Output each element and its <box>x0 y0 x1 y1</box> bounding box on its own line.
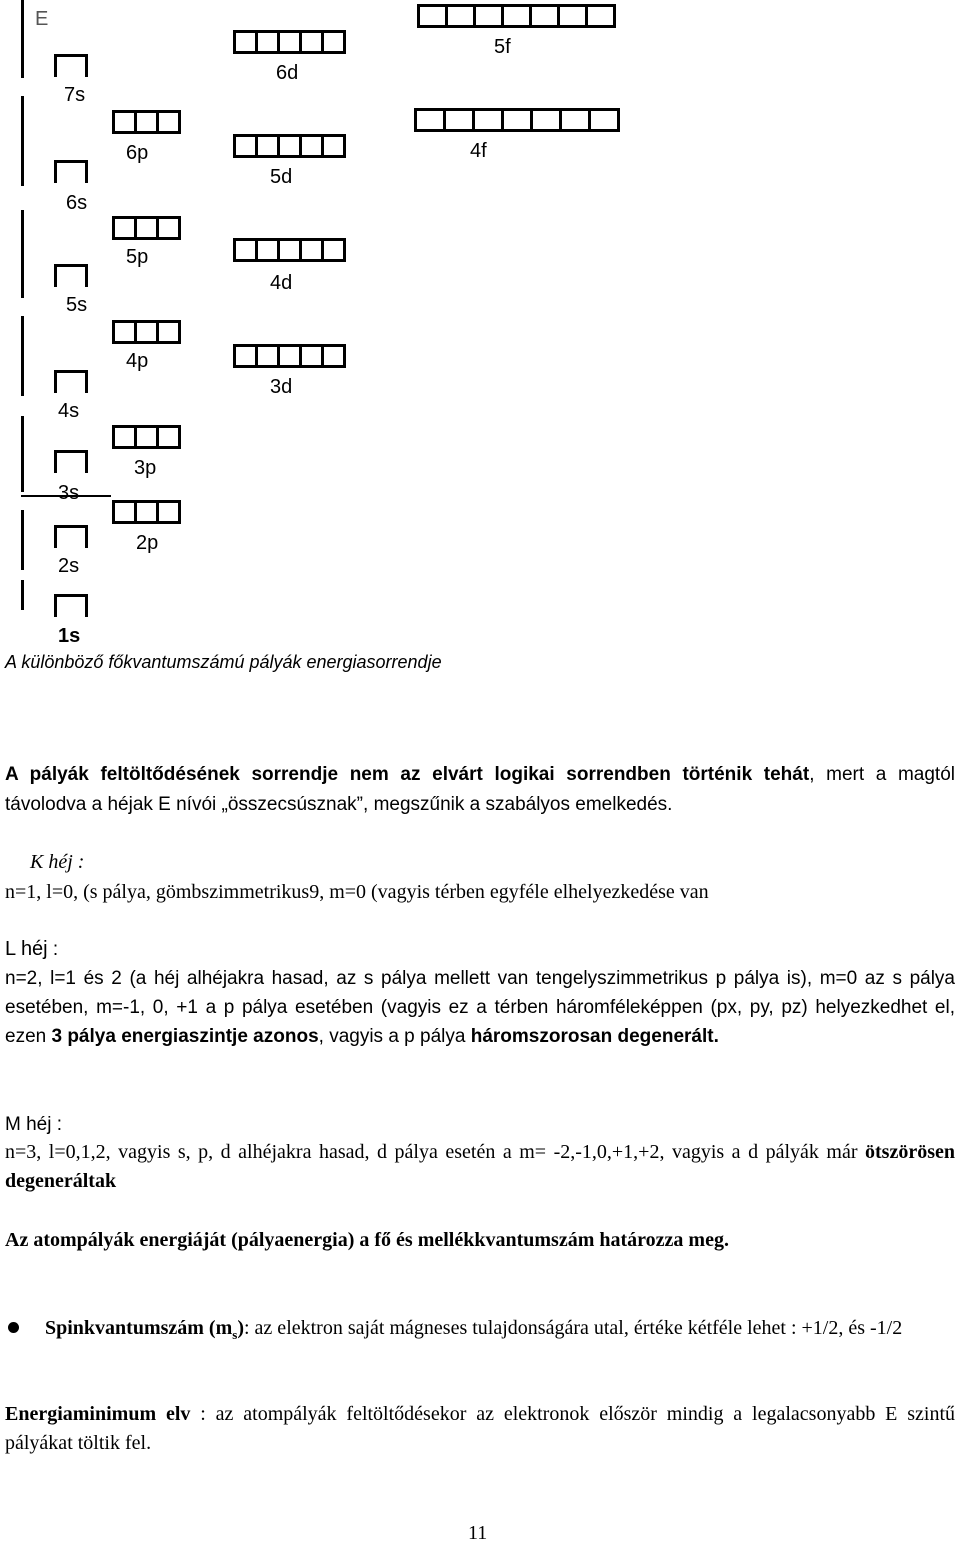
energy-axis-seg <box>21 96 24 186</box>
l-shell-text-1: n=2, l=1 és 2 (a héj alhéjakra hasad, az s pálya mellett van tengelyszimmetrikus p pálya is), m=0 az s pálya esetében, m=-1, 0, +1 a p pálya esetében (vagyis ez a térben háromféleképpen (px, py, pz) helyezkedhet el, ezen <box>5 968 955 1047</box>
energy-axis-seg <box>21 316 24 396</box>
spin-sub: s <box>232 1327 238 1342</box>
m-shell-text: n=3, l=0,1,2, vagyis s, p, d alhéjakra hasad, d pálya esetén a m= -2,-1,0,+1,+2, vagyis a d pályák már <box>5 1141 866 1163</box>
orbital-3p-label: 3p <box>134 457 157 479</box>
energy-axis-label: E <box>35 8 49 30</box>
atom-energy-bold: Az atompályák energiáját (pályaenergia) a fő és mellékkvantumszám határozza meg. <box>5 1229 729 1251</box>
energy-minimum-rest: : az atompályák feltöltődésekor az elektronok először mindig a legalacsonyabb E szintű pályákat töltik fel. <box>5 1403 956 1454</box>
orbital-4s-box <box>54 370 88 393</box>
orbital-5d-label: 5d <box>270 166 293 188</box>
energy-axis-seg <box>21 210 24 298</box>
orbital-6p-boxes <box>112 110 181 134</box>
energy-minimum-paragraph <box>5 1400 955 1458</box>
intro-bold: A pályák feltöltődésének sorrendje nem az elvárt logikai sorrendben történik tehát <box>5 764 810 785</box>
k-shell-title <box>30 848 330 877</box>
orbital-5p-boxes <box>112 216 181 240</box>
orbital-6s-label: 6s <box>66 192 88 214</box>
orbital-4p-label: 4p <box>126 350 149 372</box>
orbital-2p-label: 2p <box>136 532 159 554</box>
l-shell-bold-2: háromszorosan degenerált. <box>470 1026 719 1047</box>
l-shell-text-2: , vagyis a p pálya <box>318 1026 471 1047</box>
spin-bold-text: Spinkvantumszám (m <box>45 1317 233 1339</box>
orbital-4d-boxes <box>233 238 346 262</box>
orbital-4d-label: 4d <box>270 272 293 294</box>
orbital-4f-label: 4f <box>470 140 487 162</box>
energy-axis-seg <box>21 580 24 610</box>
orbital-6d-label: 6d <box>276 62 299 84</box>
m-shell-body <box>5 1138 955 1196</box>
orbital-3p-boxes <box>112 425 181 449</box>
m-shell-bold: ötszörösen degeneráltak <box>5 1141 955 1192</box>
orbital-3d-boxes <box>233 344 346 368</box>
l-shell-body <box>5 964 955 1051</box>
orbital-5s-box <box>54 264 88 287</box>
intro-rest: , mert a magtól távolodva a héjak E nívói „összecsúsznak”, megszűnik a szabályos emelkedés. <box>5 764 955 815</box>
l-shell-title-text: L héj <box>5 938 48 960</box>
atom-energy-statement <box>5 1226 955 1255</box>
l-shell-bold-1: 3 pálya energiaszintje azonos <box>51 1026 319 1047</box>
orbital-4s-label: 4s <box>58 400 80 422</box>
orbital-6p-label: 6p <box>126 142 149 164</box>
spin-bold-end: ) <box>237 1317 244 1339</box>
energy-minimum-bold: Energiaminimum elv <box>5 1403 191 1425</box>
orbital-6s-box <box>54 160 88 183</box>
m-shell-colon: : <box>51 1114 63 1135</box>
orbital-3s-box <box>54 450 88 473</box>
l-shell-colon: : <box>47 939 59 960</box>
orbital-5d-boxes <box>233 134 346 158</box>
diagram-caption: A különböző főkvantumszámú pályák energiasorrendje <box>5 652 442 672</box>
m-shell-title-text: M héj <box>5 1114 52 1135</box>
orbital-2p-boxes <box>112 500 181 524</box>
energy-axis-seg <box>21 416 24 492</box>
orbital-4f-boxes <box>414 108 620 132</box>
orbital-3s-label: 3s <box>58 482 80 504</box>
orbital-7s-label: 7s <box>64 84 86 106</box>
m-shell-title <box>5 1110 305 1139</box>
orbital-3d-label: 3d <box>270 376 293 398</box>
orbital-7s-box <box>54 54 88 77</box>
orbital-1s-box <box>54 594 88 617</box>
orbital-4p-boxes <box>112 320 181 344</box>
spin-bold <box>45 1317 244 1342</box>
orbital-5p-label: 5p <box>126 246 149 268</box>
k-shell-title-text: K héj : <box>30 851 85 873</box>
spin-rest: : az elektron saját mágneses tulajdonságára utal, értéke kétféle lehet : +1/2, és -1/2 <box>244 1317 903 1339</box>
spin-paragraph <box>5 1314 955 1349</box>
orbital-5f-label: 5f <box>494 36 511 58</box>
orbital-5f-boxes <box>417 4 616 28</box>
intro-paragraph <box>5 760 955 820</box>
orbital-1s-label: 1s <box>58 625 81 647</box>
orbital-6d-boxes <box>233 30 346 54</box>
energy-axis-seg <box>21 510 24 570</box>
orbital-2s-box <box>54 525 88 548</box>
page-number: 11 <box>468 1522 488 1544</box>
l-shell-title <box>5 935 305 964</box>
energy-axis-seg <box>21 0 24 78</box>
orbital-5s-label: 5s <box>66 294 88 316</box>
orbital-2s-label: 2s <box>58 555 80 577</box>
k-shell-body: n=1, l=0, (s pálya, gömbszimmetrikus9, m=0 (vagyis térben egyféle elhelyezkedése van <box>5 881 709 903</box>
